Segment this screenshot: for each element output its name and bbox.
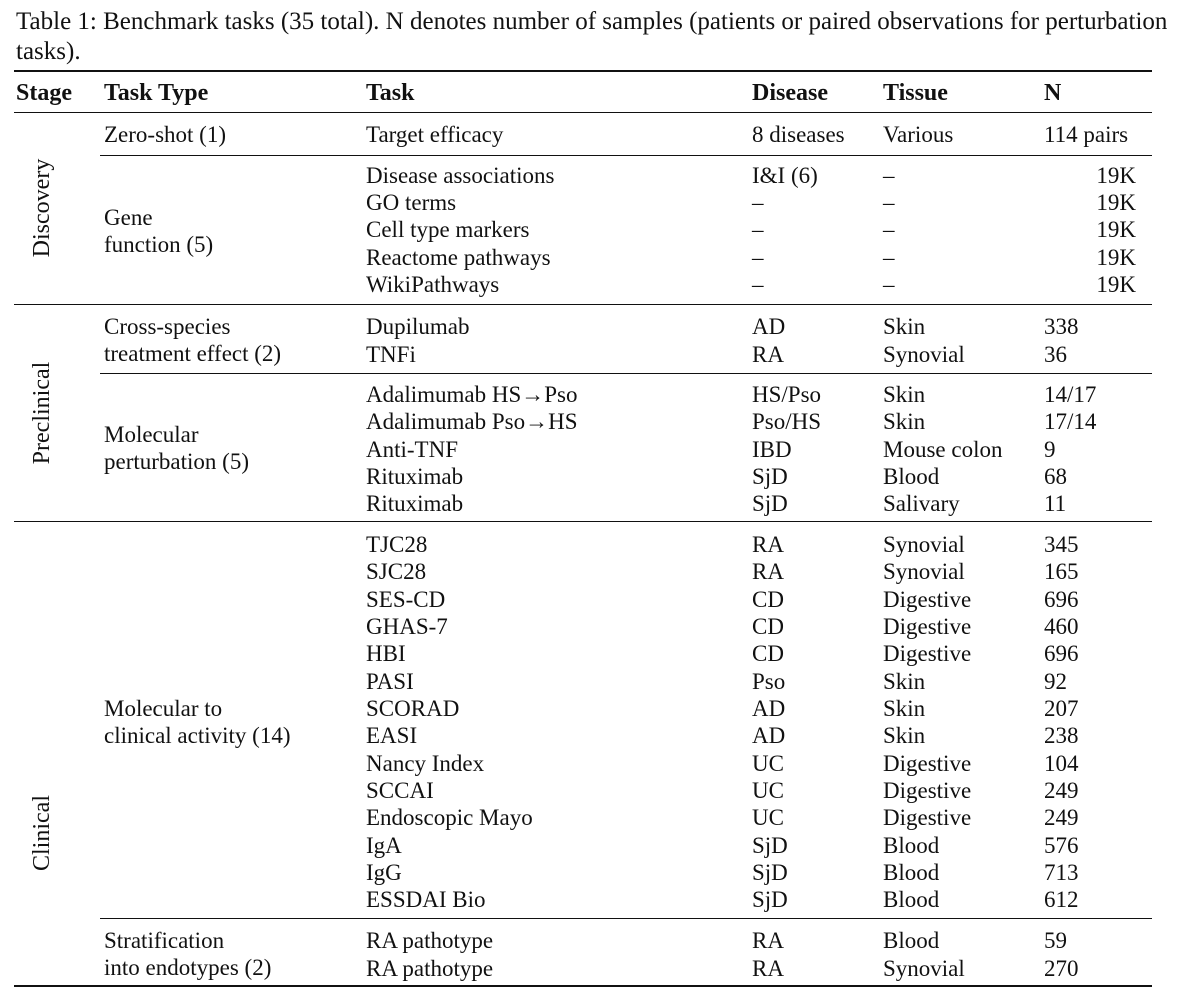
cell-tissue: –	[883, 271, 895, 297]
cell-disease: Pso/HS	[752, 409, 822, 435]
task-type-label: Zero-shot (1)	[104, 122, 226, 147]
cell-disease: CD	[752, 641, 784, 667]
cell-task: HBI	[366, 641, 406, 667]
cell-n: 249	[1044, 805, 1079, 831]
cell-task: GHAS-7	[366, 613, 448, 639]
cell-task: IgG	[366, 859, 402, 885]
cell-tissue: Synovial	[883, 955, 965, 981]
cell-tissue: Skin	[883, 409, 926, 435]
cell-disease: AD	[752, 723, 786, 749]
cell-disease: HS/Pso	[752, 382, 822, 407]
cell-disease: RA	[752, 341, 784, 367]
cell-n: 270	[1044, 955, 1079, 981]
cell-disease: Pso	[752, 668, 786, 694]
stage-rule-preclinical	[14, 304, 1152, 305]
cell-disease: SjD	[752, 491, 788, 517]
cell-disease: RA	[752, 928, 784, 953]
cell-n: 9	[1044, 436, 1056, 462]
cell-tissue: –	[883, 244, 895, 270]
cell-n: 114 pairs	[1044, 122, 1129, 147]
top-rule	[14, 70, 1152, 72]
cell-n: 17/14	[1044, 409, 1097, 435]
cell-disease: AD	[752, 695, 786, 721]
cell-disease: 8 diseases	[752, 122, 845, 147]
stage-label-discovery: Discovery	[29, 158, 55, 258]
cell-n: 19K	[1096, 271, 1136, 297]
cell-n: 338	[1044, 314, 1079, 339]
group-rule	[100, 373, 1152, 374]
cell-n: 249	[1044, 777, 1079, 803]
cell-n: 713	[1044, 859, 1079, 885]
cell-task: SCORAD	[366, 695, 460, 721]
task-type-label: function (5)	[104, 232, 214, 257]
cell-n: 345	[1044, 532, 1079, 557]
cell-tissue: Blood	[883, 928, 940, 953]
cell-n: 19K	[1096, 163, 1136, 188]
cell-task: Rituximab	[366, 491, 464, 517]
cell-task: SES-CD	[366, 586, 446, 612]
cell-task: Dupilumab	[366, 314, 470, 339]
cell-task: Cell type markers	[366, 217, 530, 243]
cell-task: Anti-TNF	[366, 436, 458, 462]
cell-disease: UC	[752, 805, 784, 831]
stage-rule-clinical	[14, 521, 1152, 522]
cell-disease: SjD	[752, 463, 788, 489]
cell-task: IgA	[366, 832, 402, 858]
header-n: N	[1044, 80, 1062, 106]
cell-tissue: Skin	[883, 723, 926, 749]
cell-tissue: Blood	[883, 859, 940, 885]
header-rule	[14, 112, 1152, 113]
cell-n: 612	[1044, 887, 1079, 913]
task-type-label: Stratification	[104, 928, 225, 953]
cell-disease: UC	[752, 777, 784, 803]
cell-disease: SjD	[752, 859, 788, 885]
cell-task: EASI	[366, 723, 418, 749]
cell-tissue: Salivary	[883, 491, 960, 517]
header-stage: Stage	[16, 80, 72, 106]
cell-tissue: Blood	[883, 463, 940, 489]
cell-disease: –	[752, 244, 764, 270]
group-rule	[100, 918, 1152, 919]
cell-tissue: Mouse colon	[883, 436, 1003, 462]
cell-task: Endoscopic Mayo	[366, 805, 533, 831]
cell-disease: –	[752, 190, 764, 216]
header-task: Task	[366, 80, 415, 106]
cell-disease: RA	[752, 955, 784, 981]
cell-task: SJC28	[366, 559, 427, 585]
task-type-label: Molecular to	[104, 696, 223, 721]
cell-task: Rituximab	[366, 463, 464, 489]
cell-n: 11	[1044, 491, 1067, 517]
cell-disease: SjD	[752, 887, 788, 913]
cell-n: 696	[1044, 641, 1079, 667]
cell-tissue: Blood	[883, 887, 940, 913]
cell-disease: UC	[752, 750, 784, 776]
cell-tissue: Skin	[883, 695, 926, 721]
cell-tissue: Skin	[883, 314, 926, 339]
cell-tissue: Blood	[883, 832, 940, 858]
header-disease: Disease	[752, 80, 828, 106]
cell-n: 165	[1044, 559, 1079, 585]
cell-task: TJC28	[366, 532, 428, 557]
cell-disease: –	[752, 217, 764, 243]
table-caption: Table 1: Benchmark tasks (35 total). N denotes number of samples (patients or paired observations for perturbation tasks).	[16, 8, 1168, 65]
cell-tissue: Synovial	[883, 341, 965, 367]
task-type-label: Cross-species	[104, 314, 231, 339]
cell-tissue: –	[883, 217, 895, 243]
cell-n: 696	[1044, 586, 1079, 612]
cell-disease: SjD	[752, 832, 788, 858]
cell-disease: RA	[752, 559, 784, 585]
cell-task: Adalimumab HS→Pso	[366, 382, 578, 407]
group-rule	[100, 155, 1152, 156]
cell-task: Disease associations	[366, 163, 555, 188]
cell-task: SCCAI	[366, 777, 434, 803]
task-type-label: perturbation (5)	[104, 449, 249, 474]
cell-n: 104	[1044, 750, 1079, 776]
cell-disease: CD	[752, 613, 784, 639]
cell-disease: I&I (6)	[752, 163, 818, 188]
task-type-label: into endotypes (2)	[104, 955, 272, 980]
cell-disease: CD	[752, 586, 784, 612]
cell-task: WikiPathways	[366, 271, 500, 297]
cell-task: Target efficacy	[366, 122, 504, 147]
stage-label-clinical: Clinical	[29, 795, 55, 871]
cell-task: GO terms	[366, 190, 457, 216]
cell-tissue: Skin	[883, 668, 926, 694]
cell-n: 238	[1044, 723, 1079, 749]
cell-tissue: Skin	[883, 382, 926, 407]
cell-task: Adalimumab Pso→HS	[366, 409, 578, 435]
cell-n: 68	[1044, 463, 1067, 489]
cell-n: 19K	[1096, 190, 1136, 216]
cell-task: PASI	[366, 668, 414, 694]
cell-disease: –	[752, 271, 764, 297]
cell-disease: RA	[752, 532, 784, 557]
task-type-label: Molecular	[104, 422, 199, 447]
cell-n: 207	[1044, 695, 1079, 721]
cell-tissue: Synovial	[883, 559, 965, 585]
cell-tissue: Digestive	[883, 805, 972, 831]
cell-tissue: Digestive	[883, 613, 972, 639]
cell-tissue: –	[883, 190, 895, 216]
cell-n: 576	[1044, 832, 1079, 858]
task-type-label: clinical activity (14)	[104, 723, 291, 748]
bottom-rule	[14, 985, 1152, 987]
cell-n: 92	[1044, 668, 1067, 694]
cell-disease: AD	[752, 314, 786, 339]
cell-task: RA pathotype	[366, 928, 494, 953]
cell-task: RA pathotype	[366, 955, 494, 981]
cell-task: Reactome pathways	[366, 244, 551, 270]
cell-task: ESSDAI Bio	[366, 887, 486, 913]
cell-task: Nancy Index	[366, 750, 485, 776]
cell-task: TNFi	[366, 341, 416, 367]
cell-n: 36	[1044, 341, 1067, 367]
cell-n: 460	[1044, 613, 1079, 639]
cell-tissue: Digestive	[883, 586, 972, 612]
cell-n: 59	[1044, 928, 1067, 953]
cell-tissue: Various	[883, 122, 954, 147]
cell-tissue: Digestive	[883, 641, 972, 667]
cell-n: 14/17	[1044, 382, 1097, 407]
cell-n: 19K	[1096, 244, 1136, 270]
cell-disease: IBD	[752, 436, 792, 462]
header-task-type: Task Type	[104, 80, 209, 106]
cell-tissue: –	[883, 163, 895, 188]
cell-n: 19K	[1096, 217, 1136, 243]
task-type-label: Gene	[104, 205, 153, 230]
cell-tissue: Digestive	[883, 777, 972, 803]
header-tissue: Tissue	[883, 80, 948, 106]
stage-label-preclinical: Preclinical	[29, 361, 55, 465]
cell-tissue: Digestive	[883, 750, 972, 776]
cell-tissue: Synovial	[883, 532, 965, 557]
task-type-label: treatment effect (2)	[104, 341, 282, 366]
